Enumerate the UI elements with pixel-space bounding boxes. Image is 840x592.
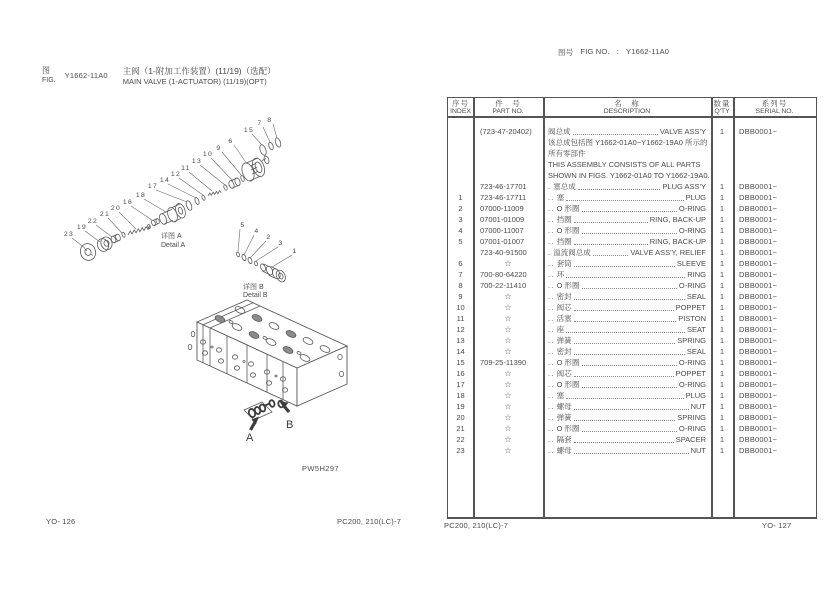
arrow-a-label: A bbox=[246, 432, 254, 444]
table-row: 17 ☆ .. O 形圈 O-RING 1 DBB0001~ bbox=[456, 380, 778, 389]
table-row: 15 709-25-11390 .. O 形圈 O-RING 1 DBB0001~ bbox=[456, 358, 778, 367]
callout-leader-line bbox=[72, 238, 85, 248]
description-cell: .. O 形圈 O-RING bbox=[548, 424, 706, 433]
part-number-cell: 07001-01009 bbox=[480, 215, 525, 224]
star-part-marker: ☆ bbox=[504, 347, 512, 356]
star-part-marker: ☆ bbox=[504, 314, 512, 323]
fig-no-colon: : bbox=[616, 47, 620, 56]
callout-number-16: 16 bbox=[122, 199, 134, 206]
part-number-cell: 07001-01007 bbox=[480, 237, 525, 246]
table-row: 23 ☆ .. 螺母 NUT 1 DBB0001~ bbox=[456, 446, 778, 455]
callout-number-2: 2 bbox=[266, 234, 272, 241]
arrow-a-icon bbox=[251, 417, 260, 431]
table-row: 9 ☆ .. 密封 SEAL 1 DBB0001~ bbox=[458, 292, 778, 301]
fig-no-value: Y1662-11A0 bbox=[626, 47, 670, 56]
description-cell: .. 阀芯 POPPET bbox=[548, 369, 706, 378]
table-row: 2 07000-11009 .. O 形圈 O-RING 1 DBB0001~ bbox=[458, 204, 778, 213]
table-row: (723-47-20402) 阀总成 VALVE ASS'Y 1 DBB0001~ bbox=[448, 126, 816, 137]
callout-leader-line bbox=[211, 158, 233, 181]
callout-leader-line bbox=[252, 134, 262, 145]
header-serial-no: 系列号 SERIAL NO. bbox=[755, 98, 794, 115]
table-row: 8 700-22-11410 .. O 形圈 O-RING 1 DBB0001~ bbox=[458, 281, 778, 290]
column-divider bbox=[543, 98, 545, 517]
mounted-relief-valve bbox=[248, 399, 285, 417]
star-part-marker: ☆ bbox=[504, 369, 512, 378]
callout-layer bbox=[64, 117, 298, 267]
part-number-cell: (723-47-20402) bbox=[480, 127, 532, 136]
callout-leader-line bbox=[156, 190, 187, 202]
right-model-code: PC200, 210(LC)-7 bbox=[444, 521, 509, 530]
table-row: 1 723-46-17711 .. 塞 PLUG 1 DBB0001~ bbox=[458, 193, 778, 202]
fig-label-cn: 图 bbox=[42, 66, 50, 75]
table-row: 11 ☆ .. 活塞 PISTON 1 DBB0001~ bbox=[456, 314, 778, 323]
right-page-number: YO- 127 bbox=[762, 521, 792, 530]
detail-b-label-en: Detail B bbox=[243, 292, 268, 299]
table-row: 12 ☆ .. 座 SEAT 1 DBB0001~ bbox=[456, 325, 778, 334]
callout-leader-line bbox=[273, 124, 277, 138]
description-cell: .. 密封 SEAL bbox=[548, 292, 706, 301]
description-cell: .. 环 RING bbox=[548, 270, 706, 279]
fig-label bbox=[42, 66, 56, 85]
description-cell: .. 弹簧 SPRING bbox=[548, 413, 706, 422]
description-cell: .. 密封 SEAL bbox=[548, 347, 706, 356]
description-cell: .. O 形圈 O-RING bbox=[548, 204, 706, 213]
callout-leader-line bbox=[179, 178, 203, 195]
table-row: 723-40-91500 . 溢流阀总成 VALVE ASS'Y, RELIEF 1 DBB0001~ bbox=[448, 247, 816, 258]
description-cell: .. 套筒 SLEEVE bbox=[548, 259, 706, 268]
valve-block bbox=[188, 300, 347, 444]
detail-a-label-cn: 详图 A bbox=[161, 233, 182, 240]
callout-number-9: 9 bbox=[216, 145, 222, 152]
description-cell: .. O 形圈 O-RING bbox=[548, 281, 706, 290]
table-row: 20 ☆ .. 弹簧 SPRING 1 DBB0001~ bbox=[456, 413, 778, 422]
description-cell: . 溢流阀总成 VALVE ASS'Y, RELIEF bbox=[548, 248, 706, 257]
figure-title-en: MAIN VALVE (1-ACTUATOR) (11/19)(OPT) bbox=[122, 77, 267, 86]
part-number-cell: 723-46-17701 bbox=[480, 182, 527, 191]
callout-number-8: 8 bbox=[267, 117, 273, 124]
star-part-marker: ☆ bbox=[504, 303, 512, 312]
part-number-cell: 709-25-11390 bbox=[480, 358, 527, 367]
parts-table bbox=[447, 97, 817, 519]
detail-a-parts bbox=[78, 137, 282, 262]
star-part-marker: ☆ bbox=[504, 391, 512, 400]
figure-title-cn: 主阀（1-附加工作装置）(11/19)（选配） bbox=[122, 66, 276, 76]
description-cell: .. 座 SEAT bbox=[548, 325, 706, 334]
table-row: 6 ☆ .. 套筒 SLEEVE 1 DBB0001~ bbox=[458, 259, 778, 268]
table-row: 14 ☆ .. 密封 SEAL 1 DBB0001~ bbox=[456, 347, 778, 356]
left-page-number: YO- 126 bbox=[46, 517, 76, 526]
table-row: 723-46-17701 . 塞总成 PLUG ASS'Y 1 DBB0001~ bbox=[448, 181, 816, 192]
callout-number-5: 5 bbox=[240, 222, 246, 229]
callout-leader-line bbox=[85, 231, 100, 242]
fig-no-header bbox=[558, 47, 669, 58]
callout-leader-line bbox=[234, 145, 247, 164]
table-row: 3 07001-01009 .. 挡圈 RING, BACK-UP 1 DBB0001~ bbox=[458, 215, 778, 224]
note-row: 所有零部件 bbox=[548, 149, 586, 158]
description-cell: .. 隔套 SPACER bbox=[548, 435, 706, 444]
description-cell: .. 挡圈 RING, BACK-UP bbox=[548, 215, 706, 224]
star-part-marker: ☆ bbox=[504, 292, 512, 301]
part-number-cell: 700-22-11410 bbox=[480, 281, 527, 290]
description-cell: .. O 形圈 O-RING bbox=[548, 380, 706, 389]
callout-number-23: 23 bbox=[63, 231, 75, 238]
fig-label-en: FIG. bbox=[42, 77, 56, 84]
description-cell: .. 螺母 NUT bbox=[548, 446, 706, 455]
description-cell: .. O 形圈 O-RING bbox=[548, 226, 706, 235]
callout-leader-line bbox=[189, 172, 212, 191]
star-part-marker: ☆ bbox=[504, 380, 512, 389]
table-row: 16 ☆ .. 阀芯 POPPET 1 DBB0001~ bbox=[456, 369, 778, 378]
column-divider bbox=[733, 98, 735, 517]
callout-number-13: 13 bbox=[191, 158, 203, 165]
callout-number-11: 11 bbox=[181, 165, 191, 172]
table-row: 10 ☆ .. 阀芯 POPPET 1 DBB0001~ bbox=[456, 303, 778, 312]
note-row: SHOWN IN FIGS. Y1662-01A0 TO Y1662-19A0. bbox=[548, 171, 710, 180]
detail-a-label-en: Detail A bbox=[161, 242, 186, 249]
table-header bbox=[448, 98, 816, 118]
star-part-marker: ☆ bbox=[504, 259, 512, 268]
callout-leader-line bbox=[168, 184, 196, 198]
description-cell: .. 活塞 PISTON bbox=[548, 314, 706, 323]
callout-leader-line bbox=[272, 255, 292, 267]
table-row: 19 ☆ .. 螺母 NUT 1 DBB0001~ bbox=[456, 402, 778, 411]
callout-leader-line bbox=[119, 212, 136, 229]
description-cell: .. 塞 PLUG bbox=[548, 391, 706, 400]
table-row: 7 700-80-64220 .. 环 RING 1 DBB0001~ bbox=[458, 270, 778, 279]
callout-leader-line bbox=[238, 229, 240, 252]
part-number-cell: 07000-11007 bbox=[480, 226, 524, 235]
callout-leader-line bbox=[263, 127, 270, 142]
header-description: 名 称 DESCRIPTION bbox=[603, 98, 651, 115]
description-cell: 阀总成 VALVE ASS'Y bbox=[548, 127, 706, 136]
table-body bbox=[448, 118, 816, 517]
drawing-code: PW5H297 bbox=[302, 464, 339, 473]
callout-leader-line bbox=[131, 206, 152, 220]
fig-no-label-cn: 图号 bbox=[558, 48, 574, 57]
detail-b-parts bbox=[236, 252, 287, 284]
callout-leader-line bbox=[222, 152, 242, 176]
star-part-marker: ☆ bbox=[504, 413, 512, 422]
table-row: 5 07001-01007 .. 挡圈 RING, BACK-UP 1 DBB0001~ bbox=[458, 237, 778, 246]
table-row: 18 ☆ .. 塞 PLUG 1 DBB0001~ bbox=[456, 391, 778, 400]
part-number-cell: 723-40-91500 bbox=[480, 248, 527, 257]
callout-leader-line bbox=[250, 241, 266, 258]
callout-number-18: 18 bbox=[135, 192, 147, 199]
table-row: 21 ☆ .. O 形圈 O-RING 1 DBB0001~ bbox=[456, 424, 778, 433]
callout-number-21: 21 bbox=[99, 211, 111, 218]
callout-leader-line bbox=[108, 218, 122, 233]
star-part-marker: ☆ bbox=[504, 435, 512, 444]
callout-number-4: 4 bbox=[254, 228, 260, 235]
detail-b-label-cn: 详图 B bbox=[243, 284, 264, 291]
callout-number-10: 10 bbox=[202, 151, 214, 158]
note-row: 该总成包括图 Y1662-01A0~Y1662-19A0 所示的 bbox=[548, 138, 708, 147]
arrow-b-label: B bbox=[286, 419, 294, 431]
table-row: 22 ☆ .. 隔套 SPACER 1 DBB0001~ bbox=[456, 435, 778, 444]
note-row: THIS ASSEMBLY CONSISTS OF ALL PARTS bbox=[548, 160, 701, 169]
callout-leader-line bbox=[144, 199, 166, 212]
callout-number-12: 12 bbox=[170, 171, 182, 178]
callout-number-19: 19 bbox=[76, 224, 88, 231]
description-cell: .. 塞 PLUG bbox=[548, 193, 706, 202]
description-cell: .. 弹簧 SPRING bbox=[548, 336, 706, 345]
arrow-b-icon bbox=[280, 402, 290, 413]
description-cell: .. 阀芯 POPPET bbox=[548, 303, 706, 312]
callout-leader-line bbox=[244, 235, 254, 255]
description-cell: . 塞总成 PLUG ASS'Y bbox=[548, 182, 706, 191]
callout-number-22: 22 bbox=[87, 218, 99, 225]
part-number-cell: 07000-11009 bbox=[480, 204, 524, 213]
header-index: 序号 INDEX bbox=[450, 98, 471, 115]
part-number-cell: 723-46-17711 bbox=[480, 193, 527, 202]
part-number-cell: 700-80-64220 bbox=[480, 270, 527, 279]
column-divider bbox=[473, 98, 475, 517]
callout-number-20: 20 bbox=[110, 205, 122, 212]
callout-number-15: 15 bbox=[243, 127, 255, 134]
callout-number-17: 17 bbox=[147, 183, 159, 190]
callout-number-3: 3 bbox=[278, 240, 284, 247]
header-part-no: 件 号 PART NO. bbox=[492, 98, 524, 115]
figure-header bbox=[42, 66, 276, 87]
callout-number-6: 6 bbox=[228, 138, 234, 145]
left-model-code: PC200, 210(LC)-7 bbox=[337, 517, 402, 526]
column-divider bbox=[711, 98, 713, 517]
star-part-marker: ☆ bbox=[504, 325, 512, 334]
description-cell: .. O 形圈 O-RING bbox=[548, 358, 706, 367]
star-part-marker: ☆ bbox=[504, 424, 512, 433]
callout-leader-line bbox=[200, 165, 225, 185]
callout-leader-line bbox=[96, 225, 112, 237]
description-cell: .. 螺母 NUT bbox=[548, 402, 706, 411]
figure-title bbox=[123, 66, 276, 87]
callout-number-14: 14 bbox=[159, 177, 171, 184]
callout-number-1: 1 bbox=[292, 248, 298, 255]
description-cell: .. 挡圈 RING, BACK-UP bbox=[548, 237, 706, 246]
table-row: 13 ☆ .. 弹簧 SPRING 1 DBB0001~ bbox=[456, 336, 778, 345]
star-part-marker: ☆ bbox=[504, 446, 512, 455]
fig-no-label-en: FIG NO. bbox=[580, 47, 610, 56]
star-part-marker: ☆ bbox=[504, 402, 512, 411]
table-row: 4 07000-11007 .. O 形圈 O-RING 1 DBB0001~ bbox=[458, 226, 778, 235]
callout-number-7: 7 bbox=[257, 120, 263, 127]
callout-leader-line bbox=[256, 247, 278, 261]
header-qty: 数量 Q'TY bbox=[713, 98, 731, 115]
figure-number: Y1662-11A0 bbox=[64, 71, 108, 80]
star-part-marker: ☆ bbox=[504, 336, 512, 345]
